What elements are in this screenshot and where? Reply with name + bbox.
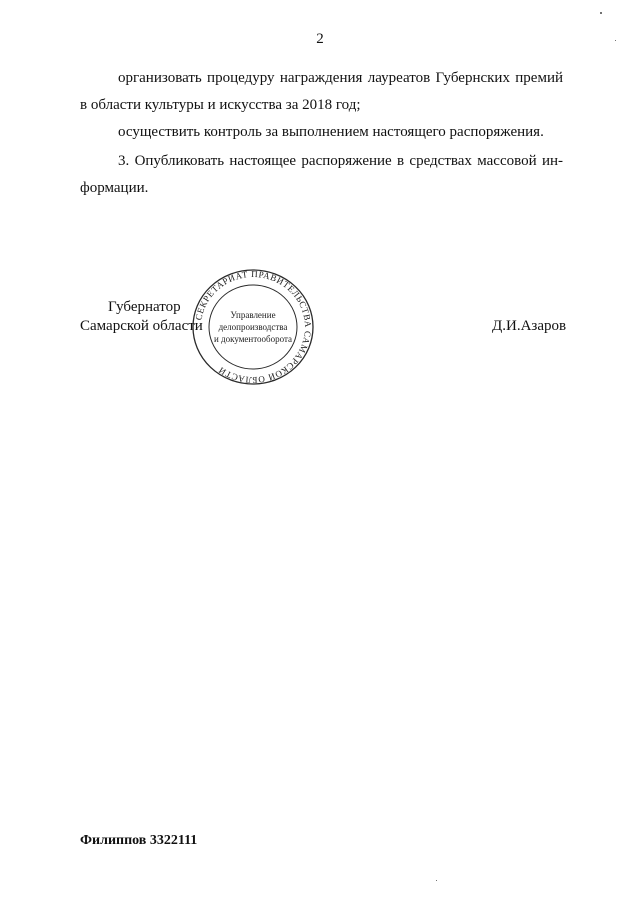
signature-position-line1: Губернатор	[108, 299, 181, 315]
signature-position-line2: Самарской области	[80, 318, 203, 334]
official-stamp	[191, 268, 315, 386]
body-line-5: формации.	[80, 180, 149, 196]
page-number: 2	[316, 31, 324, 47]
body-line-4: 3. Опубликовать настоящее распоряжение в средствах массовой ин-	[118, 153, 563, 169]
body-line-3: осуществить контроль за выполнением настоящего распоряжения.	[118, 124, 544, 140]
scan-speck	[600, 12, 602, 14]
scan-speck	[436, 880, 437, 881]
signature-name: Д.И.Азаров	[492, 318, 567, 334]
body-line-1: организовать процедуру награждения лауреатов Губернских премий	[118, 70, 563, 86]
executor-footer: Филиппов 3322111	[80, 833, 198, 848]
body-line-2: в области культуры и искусства за 2018 год;	[80, 97, 361, 113]
scan-speck	[615, 40, 616, 41]
stamp-center-line3: и документооборота	[213, 334, 293, 344]
stamp-ring-text: СЕКРЕТАРИАТ ПРАВИТЕЛЬСТВА САМАРСКОЙ ОБЛАСТИ	[193, 268, 314, 386]
stamp-center-line2: делопроизводства	[218, 322, 288, 332]
stamp-center-line1: Управление	[230, 310, 276, 320]
